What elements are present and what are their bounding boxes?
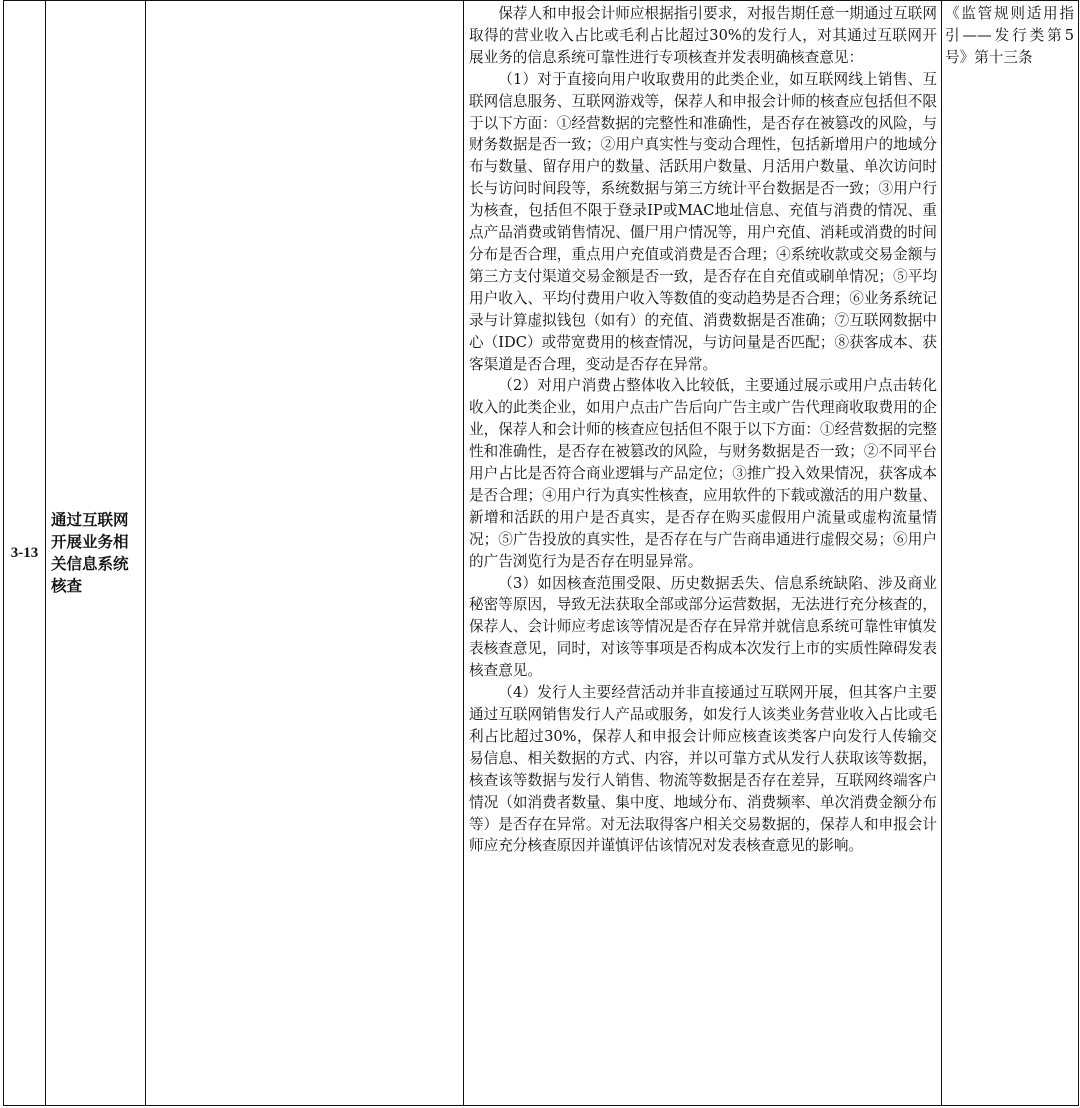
item-number: 3-13 [10,544,39,561]
content-body [464,1,941,857]
paragraph-intro: 保荐人和申报会计师应根据指引要求，对报告期任意一期通过互联网取得的营业收入占比或毛利占比超过30%的发行人，对其通过互联网开展业务的信息系统可靠性进行专项核查并发表明确核查意见： [469,5,937,66]
content-cell [464,1,942,1106]
paragraph-4: （4）发行人主要经营活动并非直接通过互联网开展，但其客户主要通过互联网销售发行人产品或服务，如发行人该类业务营业收入占比或毛利占比超过30%，保荐人和申报会计师应核查该类客户向发行人传输交易信息、相关数据的方式、内容，并以可靠方式从发行人获取该等数据，核查该等数据与发行人销售、物流等数据是否存在差异，互联网终端客户情况（如消费者数量、集中度、地域分布、消费频率、单次消费金额分布等）是否存在异常。对无法取得客户相关交易数据的，保荐人和申报会计师应充分核查原因并谨慎评估该情况对发表核查意见的影响。 [469,684,937,855]
paragraph-3: （3）如因核查范围受限、历史数据丢失、信息系统缺陷、涉及商业秘密等原因，导致无法获取全部或部分运营数据，无法进行充分核查的，保荐人、会计师应考虑该等情况是否存在异常并就信息系统可靠性审慎发表核查意见，同时，对该等事项是否构成本次发行上市的实质性障碍发表核查意见。 [469,574,937,680]
item-number-cell [4,1,46,1106]
table-row [4,1,1079,1106]
paragraph-1: （1）对于直接向用户收取费用的此类企业，如互联网线上销售、互联网信息服务、互联网游戏等，保荐人和申报会计师的核查应包括但不限于以下方面：①经营数据的完整性和准确性，是否存在被篡改的风险，与财务数据是否一致；②用户真实性与变动合理性，包括新增用户的地域分布与数量、留存用户的数量、活跃用户数量、月活用户数量、单次访问时长与访问时间段等，系统数据与第三方统计平台数据是否一致；③用户行为核查，包括但不限于登录IP或MAC地址信息、充值与消费的情况、重点产品消费或销售情况、僵尸用户情况等，用户充值、消耗或消费的时间分布是否合理，重点用户充值或消费是否合理；④系统收款或交易金额与第三方支付渠道交易金额是否一致，是否存在自充值或刷单情况；⑤平均用户收入、平均付费用户收入等数值的变动趋势是否合理；⑥业务系统记录与计算虚拟钱包（如有）的充值、消费数据是否准确；⑦互联网数据中心（IDC）或带宽费用的核查情况，与访问量是否匹配；⑧获客成本、获客渠道是否合理，变动是否存在异常。 [469,70,937,373]
regulation-table [3,0,1079,1106]
paragraph-2: （2）对用户消费占整体收入比较低，主要通过展示或用户点击转化收入的此类企业，如用户点击广告后向广告主或广告代理商收取费用的企业，保荐人和会计师的核查应包括但不限于以下方面：①经营数据的完整性和准确性，是否存在被篡改的风险，与财务数据是否一致；②不同平台用户占比是否符合商业逻辑与产品定位；③推广投入效果情况，获客成本是否合理；④用户行为真实性核查，应用软件的下载或激活的用户数量、新增和活跃的用户是否真实，是否存在购买虚假用户流量或虚构流量情况；⑤广告投放的真实性，是否存在与广告商串通进行虚假交易；⑥用户的广告浏览行为是否存在明显异常。 [469,377,937,570]
reference-text: 《监管规则适用指引——发行类第5号》第十三条 [945,5,1074,66]
empty-cell [146,1,464,1106]
reference-cell [942,1,1079,1106]
item-title: 通过互联网开展业务相关信息系统核查 [51,511,129,595]
item-title-cell [46,1,146,1106]
